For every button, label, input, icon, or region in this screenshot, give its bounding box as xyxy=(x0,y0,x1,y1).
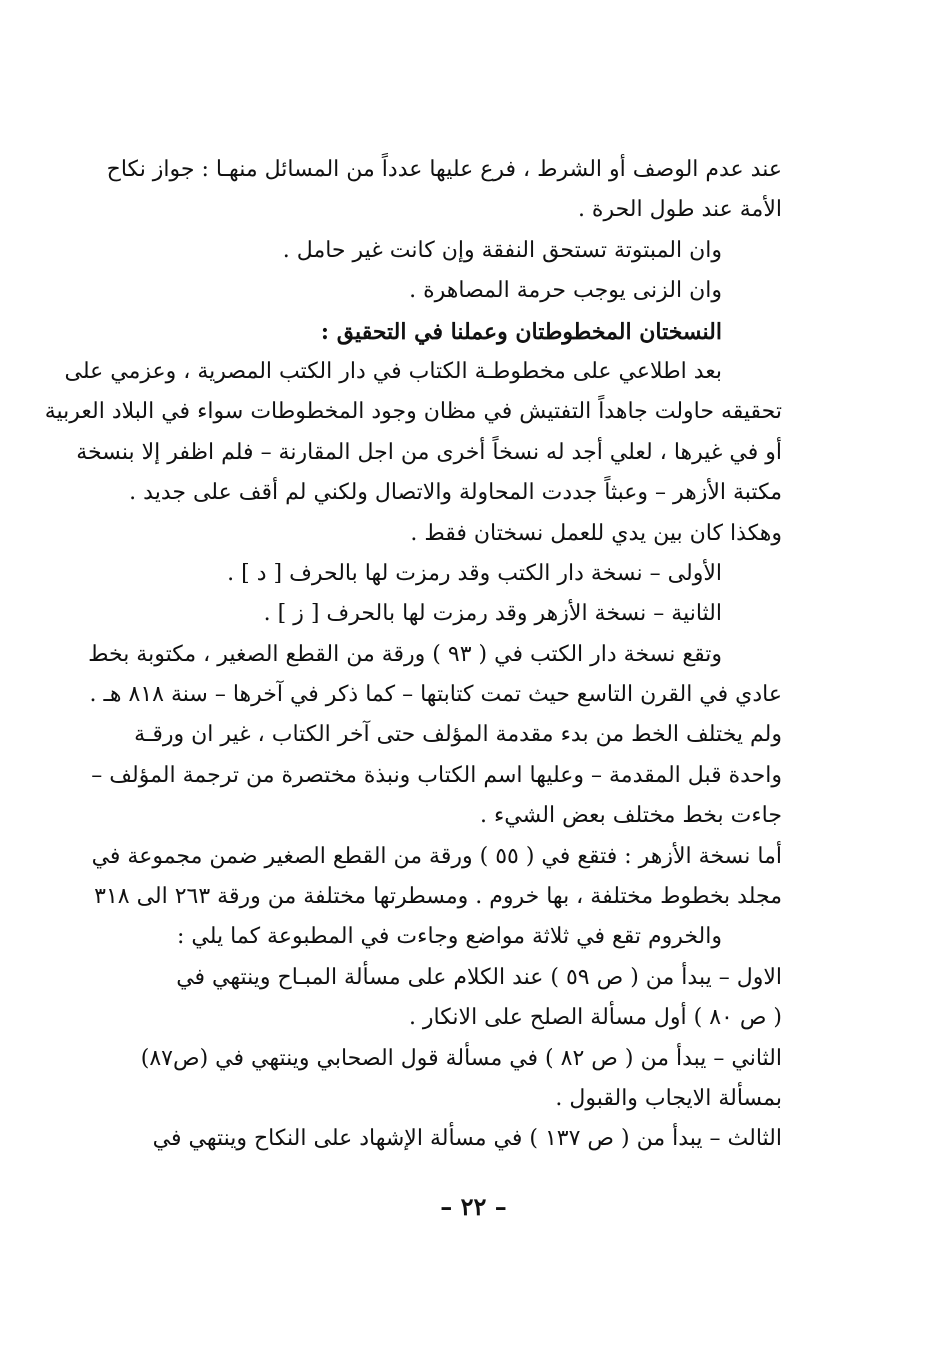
text-line: بمسألة الايجاب والقبول . xyxy=(555,1085,782,1111)
text-line: وان المبتوتة تستحق النفقة وإن كانت غير حامل . xyxy=(282,237,722,263)
section-heading: النسختان المخطوطتان وعملنا في التحقيق : xyxy=(320,318,722,345)
text-line: الثالث – يبدأ من ( ص ١٣٧ ) في مسألة الإشهاد على النكاح وينتهي في xyxy=(152,1126,782,1152)
text-line: أو في غيرها ، لعلي أجد له نسخاً أخرى من اجل المقارنة – فلم اظفر إلا بنسخة xyxy=(76,439,782,465)
text-line: الأمة عند طول الحرة . xyxy=(577,197,782,223)
text-line: مكتبة الأزهر – وعبثاً جددت المحاولة والاتصال ولكني لم أقف على جديد . xyxy=(129,480,782,506)
text-line: جاءت بخط مختلف بعض الشيء . xyxy=(479,803,782,829)
text-line: عند عدم الوصف أو الشرط ، فرع عليها عدداً من المسائل منهـا : جواز نكاح xyxy=(106,157,782,182)
text-line: بعد اطلاعي على مخطوطـة الكتاب في دار الكتب المصرية ، وعزمي على xyxy=(64,358,722,384)
text-line: وان الزنى يوجب حرمة المصاهرة . xyxy=(409,278,722,304)
text-line: عادي في القرن التاسع حيث تمت كتابتها – كما ذكر في آخرها – سنة ٨١٨ هـ . xyxy=(89,682,782,708)
text-line: تحقيقه حاولت جاهداً التفتيش في مظان وجود المخطوطات سواء في البلاد العربية xyxy=(44,399,782,425)
text-line: وهكذا كان بين يدي للعمل نسختان فقط . xyxy=(410,520,782,546)
text-line: الأولى – نسخة دار الكتب وقد رمزت لها بالحرف [ د ] . xyxy=(227,560,722,586)
body-text xyxy=(44,150,782,1160)
text-line: والخروم تقع في ثلاثة مواضع وجاءت في المطبوعة كما يلي : xyxy=(177,924,722,950)
text-line: واحدة قبل المقدمة – وعليها اسم الكتاب ونبذة مختصرة من ترجمة المؤلف – xyxy=(91,762,782,788)
text-line: ولم يختلف الخط من بدء مقدمة المؤلف حتى آخر الكتاب ، غير ان ورقـة xyxy=(134,722,782,748)
text-line: الثانية – نسخة الأزهر وقد رمزت لها بالحرف [ ز ] . xyxy=(263,601,722,627)
text-line: مجلد بخطوط مختلفة ، بها خروم . ومسطرتها مختلفة من ورقة ٢٦٣ الى ٣١٨ xyxy=(94,884,782,910)
text-line: أما نسخة الأزهر : فتقع في ( ٥٥ ) ورقة من القطع الصغير ضمن مجموعة في xyxy=(91,843,782,869)
text-line: وتقع نسخة دار الكتب في ( ٩٣ ) ورقة من القطع الصغير ، مكتوبة بخط xyxy=(88,641,722,667)
text-line: الثاني – يبدأ من ( ص ٨٢ ) في مسألة قول الصحابي وينتهي في (ص٨٧) xyxy=(140,1045,782,1071)
text-line: الاول – يبدأ من ( ص ٥٩ ) عند الكلام على مسألة المبـاح وينتهي في xyxy=(176,964,782,990)
page-number: – ٢٢ – xyxy=(440,1192,507,1221)
text-line: ( ص ٨٠ ) أول مسألة الصلح على الانكار . xyxy=(408,1005,782,1031)
